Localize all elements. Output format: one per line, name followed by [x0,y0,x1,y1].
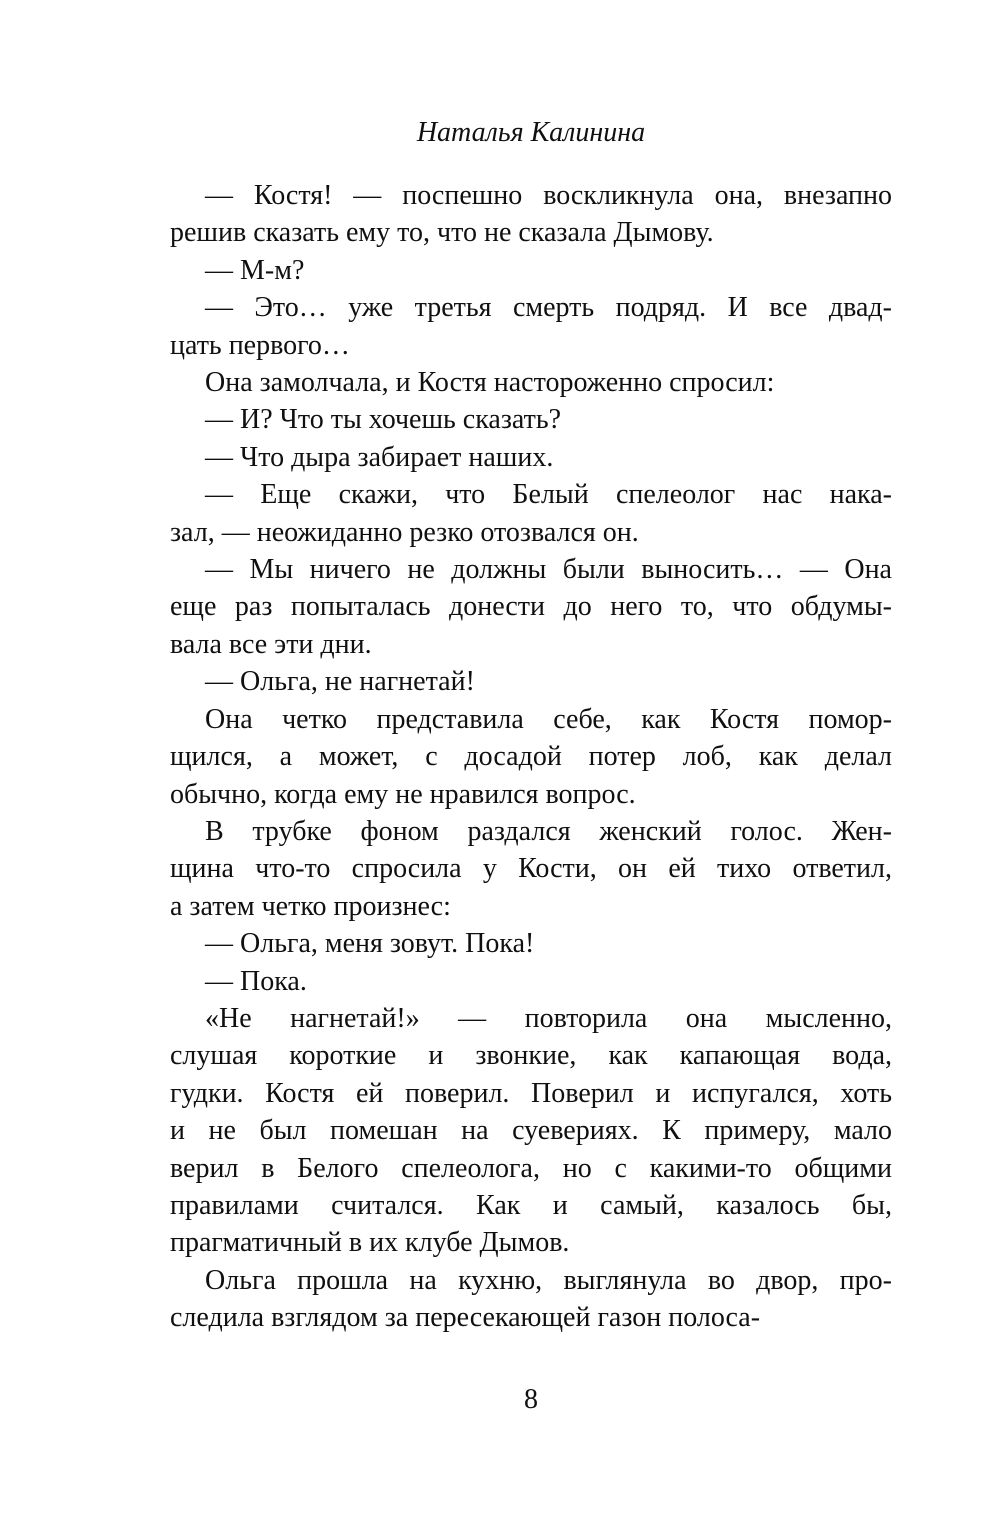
text-line: — Костя! — поспешно воскликнула она, внезапно [205,180,892,211]
paragraph [170,401,892,438]
text-line: слушая короткие и звонкие, как капающая вода, [170,1040,892,1072]
text-line: щился, а может, с досадой потер лоб, как делал [170,741,892,773]
text-line: правилами считался. Как и самый, казалось бы, [170,1189,892,1221]
text-line: гудки. Костя ей поверил. Поверил и испугался, хоть [170,1077,892,1109]
text-line: и не был помешан на суевериях. К примеру, мало [170,1115,892,1147]
text-line: — Еще скажи, что Белый спелеолог нас нака- [205,479,892,511]
text-line: зал, — неожиданно резко отозвался он. [170,516,639,548]
text-line: — М-м? [205,254,305,286]
paragraph [170,925,892,962]
text-line: а затем четко произнес: [170,890,451,922]
text-line: следила взглядом за пересекающей газон полоса- [170,1302,761,1334]
paragraph [170,289,892,364]
text-line: Она замолчала, и Костя настороженно спросил: [205,367,775,399]
text-line: решив сказать ему то, что не сказала Дымову. [170,217,714,249]
text-line: Ольга прошла на кухню, выглянула во двор, про- [205,1264,892,1296]
running-header-author: Наталья Калинина [416,117,646,148]
text-line: обычно, когда ему не нравился вопрос. [170,778,636,810]
text-line: еще раз попыталась донести до него то, что обдумы- [170,591,892,623]
paragraph [170,963,892,1000]
text-line: — Мы ничего не должны были выносить… — Она [205,554,892,586]
text-line: — Ольга, меня зовут. Пока! [205,928,535,960]
paragraph [170,551,892,663]
paragraph [170,439,892,476]
text-line: — Пока. [205,965,307,997]
text-line: вала все эти дни. [170,628,372,660]
text-line: Она четко представила себе, как Костя помор- [205,703,892,735]
text-line: «Не нагнетай!» — повторила она мысленно, [205,1002,892,1034]
text-line: — Ольга, не нагнетай! [205,666,475,698]
paragraph [170,252,892,289]
paragraph [170,1262,892,1337]
paragraph [170,813,892,925]
text-line: — Это… уже третья смерть подряд. И все двад- [205,292,892,324]
paragraph [170,476,892,551]
paragraph [170,177,892,252]
text-line: цать первого… [170,329,350,361]
text-line: щина что-то спросила у Кости, он ей тихо ответил, [170,853,892,885]
page-number: 8 [524,1384,538,1415]
page-text [170,177,892,1337]
text-line: верил в Белого спелеолога, но с какими-то общими [170,1152,892,1184]
paragraph [170,663,892,700]
text-line: — И? Что ты хочешь сказать? [205,404,562,436]
paragraph [170,364,892,401]
text-line: — Что дыра забирает наших. [205,441,554,473]
paragraph [170,701,892,813]
text-line: В трубке фоном раздался женский голос. Жен- [205,815,892,847]
text-line: прагматичный в их клубе Дымов. [170,1227,570,1259]
paragraph [170,1000,892,1262]
